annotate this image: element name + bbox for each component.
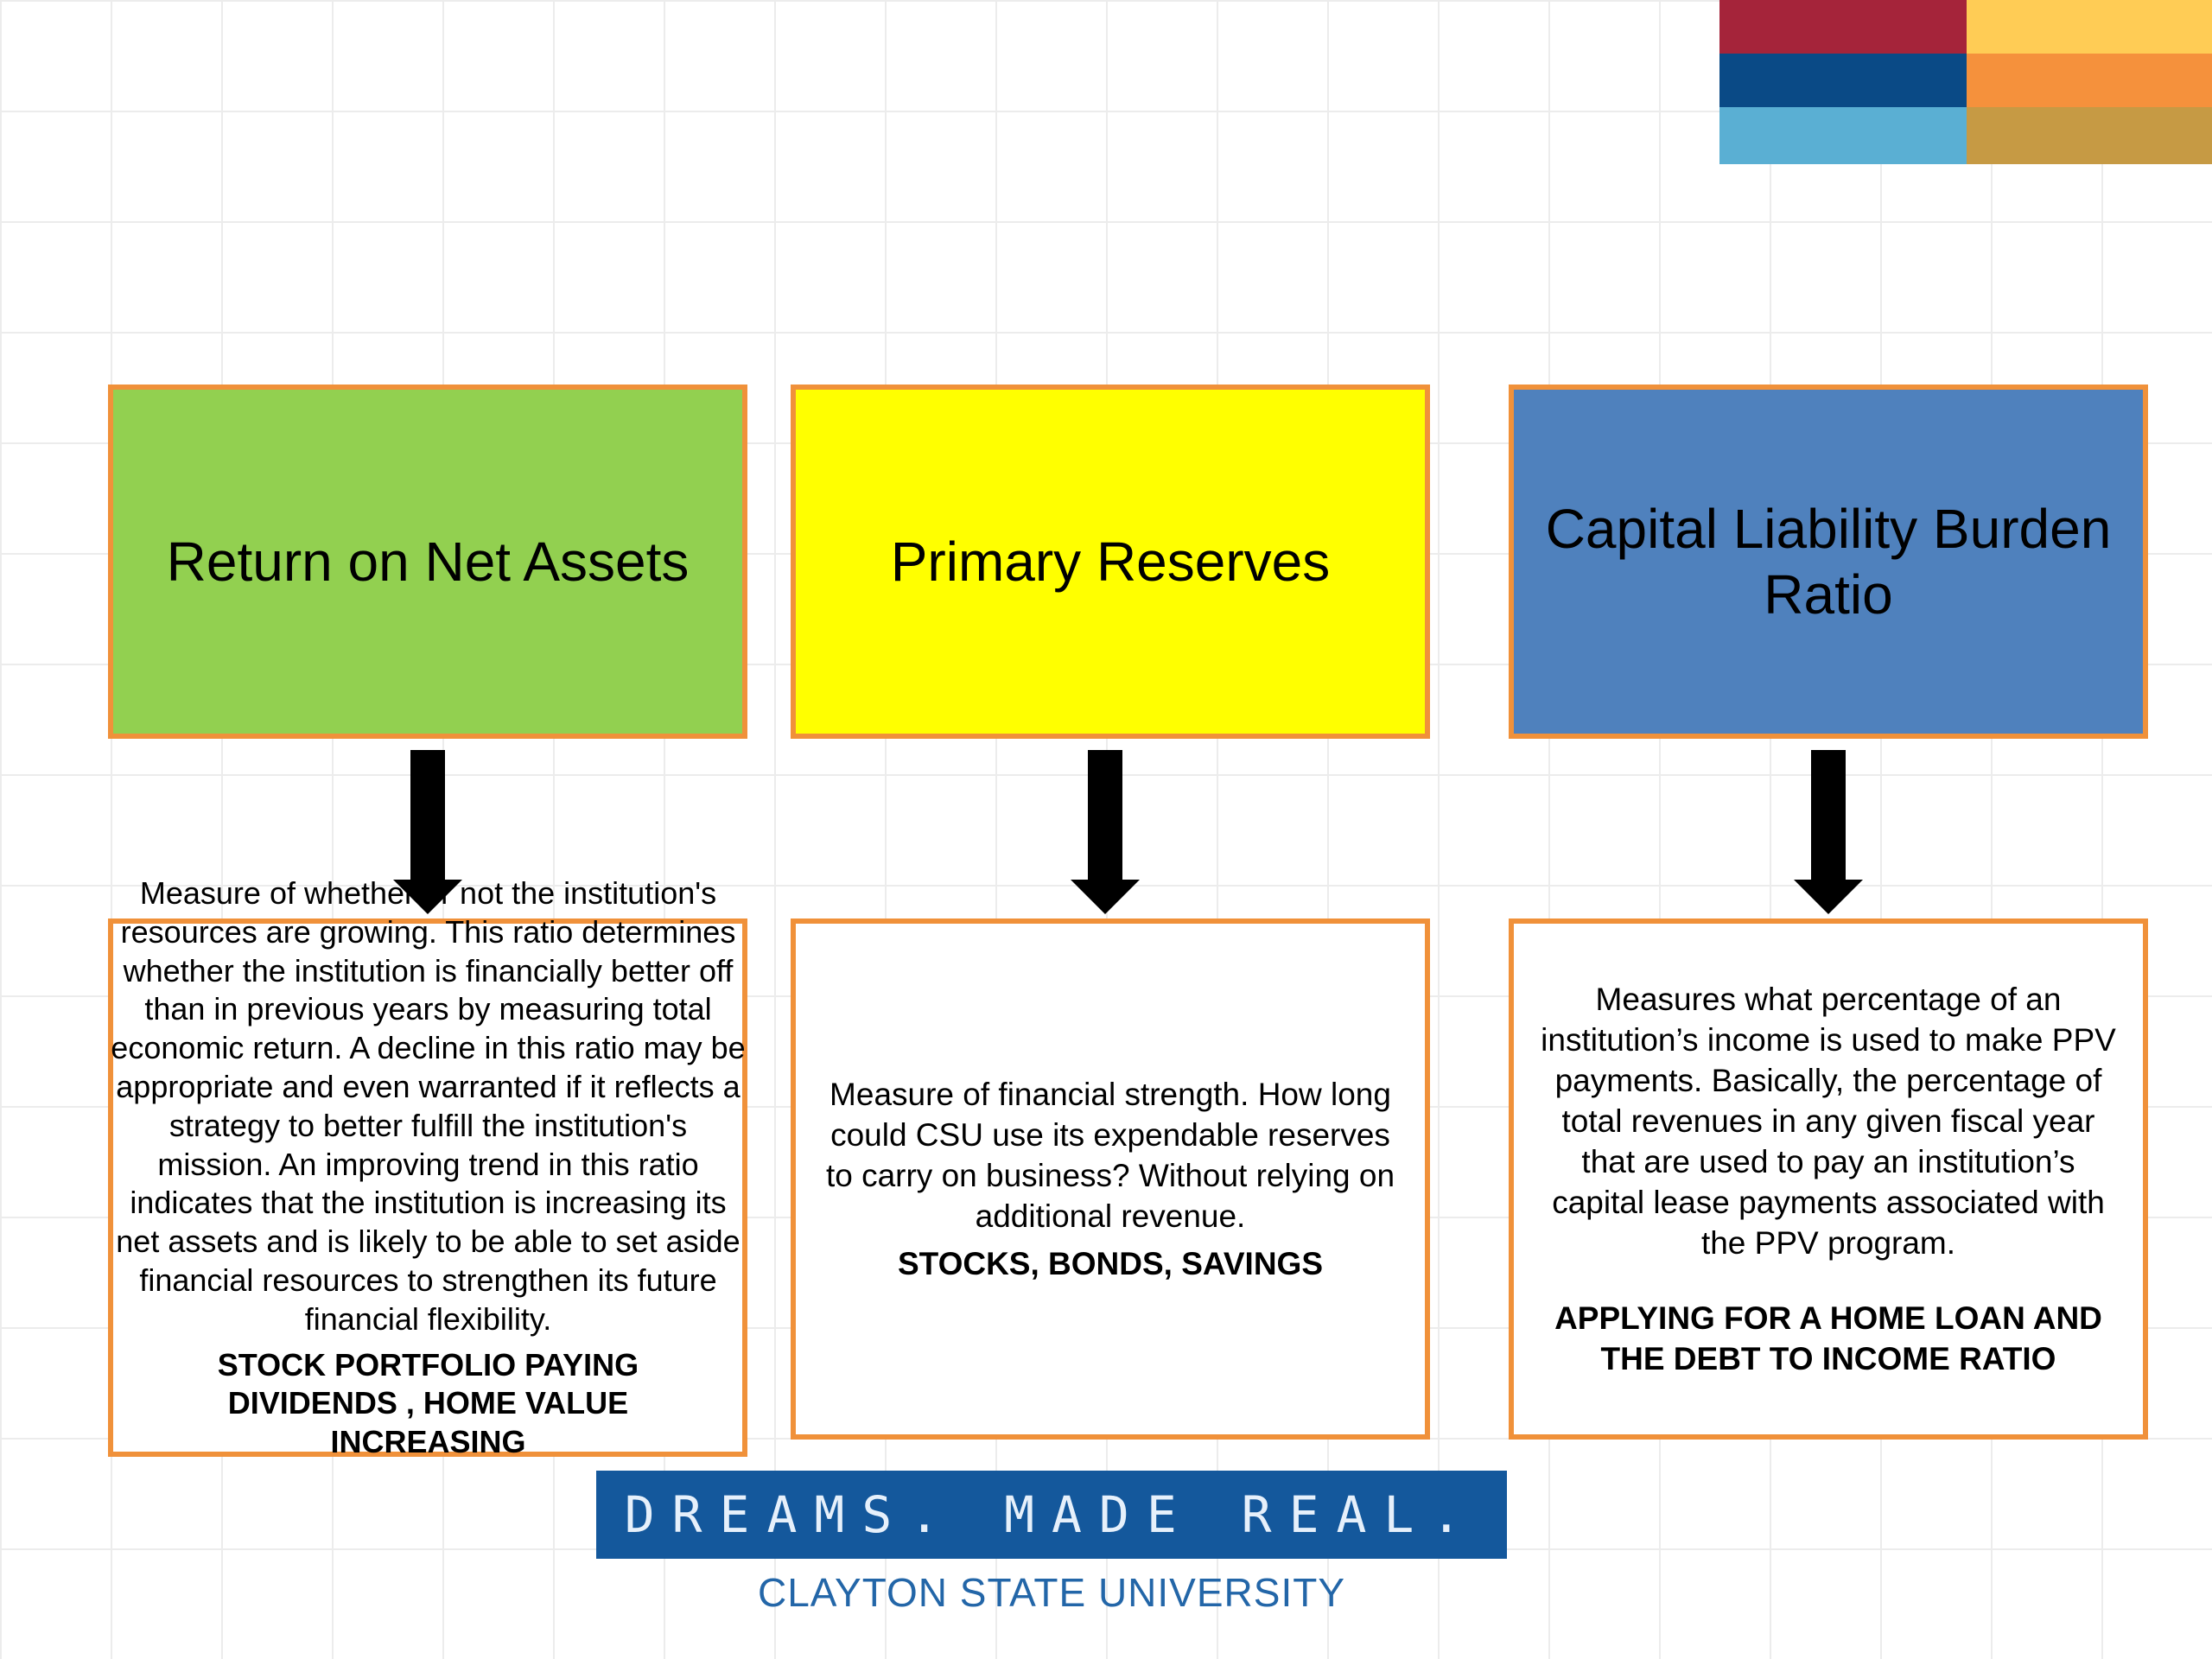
desc-text-return-on-net-assets: Measure of whether or not the institution's resources are growing. This ratio determines whether the institution is financially better off than in previous years by measuring total economic return. A decline in this ratio may be appropriate and even warranted if it reflects a strategy to better fulfill the institution's mission. An improving trend in this ratio indicates that the institution is increasing its net assets and is likely to be able to set aside financial resources to strengthen its future financial flexibility.: [111, 875, 746, 1337]
example-primary-reserves: STOCKS, BONDS, SAVINGS: [897, 1246, 1324, 1281]
down-arrow-icon: [1794, 750, 1863, 914]
example-capital-liability-burden-ratio: APPLYING FOR A HOME LOAN AND THE DEBT TO INCOME RATIO: [1554, 1300, 2102, 1376]
desc-text-return-on-net-assets-container: [111, 874, 746, 1462]
corner-block-navy: [1719, 54, 1967, 107]
title-capital-liability-burden-ratio: Capital Liability Burden Ratio: [1545, 498, 2112, 626]
corner-block-lightblue: [1719, 107, 1967, 164]
university-name: CLAYTON STATE UNIVERSITY: [757, 1570, 1346, 1615]
title-box-return-on-net-assets: [108, 385, 747, 739]
desc-box-capital-liability-burden-ratio: [1509, 918, 2148, 1440]
desc-box-primary-reserves: [791, 918, 1430, 1440]
dreams-made-real-banner: [596, 1471, 1507, 1559]
title-return-on-net-assets: Return on Net Assets: [166, 531, 690, 593]
desc-text-capital-liability-burden-ratio: Measures what percentage of an institution’s income is used to make PPV payments. Basically, the percentage of total revenues in any given fiscal year that are used to pay an institution’s capital lease payments associated with the PPV program.: [1541, 982, 2116, 1261]
banner-text: DREAMS. MADE REAL.: [624, 1485, 1479, 1544]
corner-block-gold: [1967, 0, 2212, 54]
desc-text-primary-reserves: Measure of financial strength. How long could CSU use its expendable reserves to carry on business? Without relying on additional revenue.: [825, 1077, 1395, 1234]
title-primary-reserves: Primary Reserves: [890, 531, 1331, 593]
example-return-on-net-assets: STOCK PORTFOLIO PAYING DIVIDENDS , HOME VALUE INCREASING: [217, 1346, 639, 1460]
corner-block-orange: [1967, 54, 2212, 107]
corner-block-crimson: [1719, 0, 1967, 54]
title-box-capital-liability-burden-ratio: [1509, 385, 2148, 739]
down-arrow-icon: [1071, 750, 1140, 914]
corner-block-tan: [1967, 107, 2212, 164]
title-box-primary-reserves: [791, 385, 1430, 739]
